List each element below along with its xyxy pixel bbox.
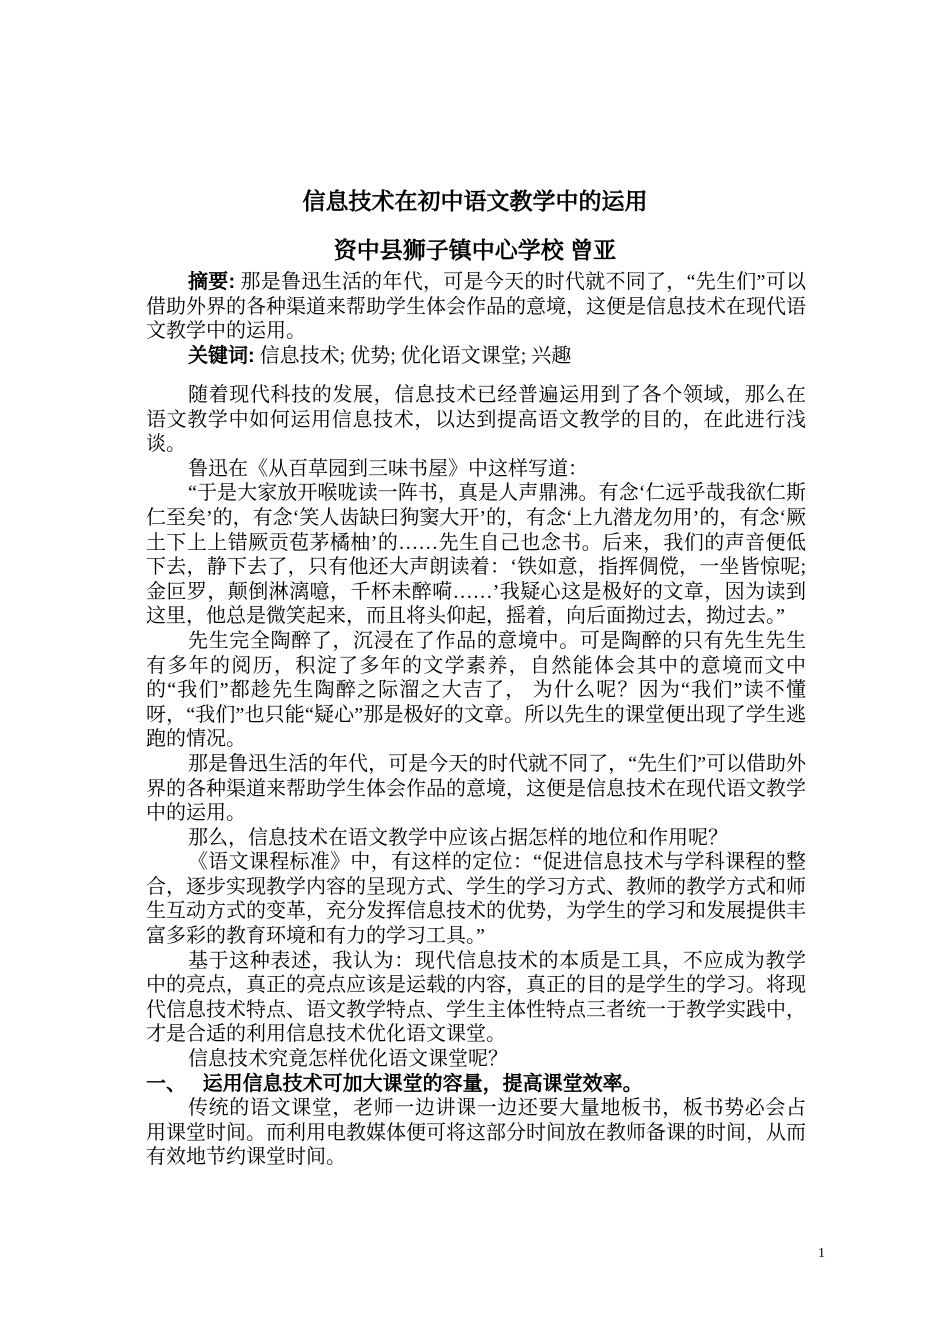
keywords-label: 关键词: bbox=[188, 344, 255, 367]
body-paragraph: 信息技术究竟怎样优化语文课堂呢？ bbox=[188, 1048, 508, 1071]
page-number: 1 bbox=[818, 1246, 825, 1261]
abstract-paragraph bbox=[146, 270, 806, 344]
body-text bbox=[146, 383, 806, 1170]
document-title: 信息技术在初中语文教学中的运用 bbox=[302, 188, 648, 214]
section-heading-text: 运用信息技术可加大课堂的容量，提高课堂效率。 bbox=[202, 1072, 643, 1095]
body-paragraph: 《语文课程标准》中，有这样的定位：“促进信息技术与学科课程的整合，逐步实现教学内容的呈现方式、学生的学习方式、教师的教学方式和师生互动方式的变革，充分发挥信息技术的优势，为学生的学习和发展提供丰富多彩的教育环境和有力的学习工具。” bbox=[146, 851, 806, 948]
body-paragraph: 先生完全陶醉了，沉浸在了作品的意境中。可是陶醉的只有先生先生有多年的阅历，积淀了多年的文学素养，自然能体会其中的意境而文中的“我们”都趁先生陶醉之际溜之大吉了， 为什么呢？因为“我们”读不懂呀，“我们”也只能“疑心”那是极好的文章。所以先生的课堂便出现了学生逃跑的情况。 bbox=[146, 629, 806, 751]
body-paragraph: 随着现代科技的发展，信息技术已经普遍运用到了各个领域，那么在语文教学中如何运用信息技术，以达到提高语文教学的目的，在此进行浅谈。 bbox=[146, 384, 806, 456]
keywords-text: 信息技术; 优势; 优化语文课堂; 兴趣 bbox=[259, 344, 572, 367]
section-number: 一、 bbox=[146, 1072, 186, 1095]
abstract-block bbox=[146, 270, 806, 368]
body-paragraph: 那是鲁迅生活的年代，可是今天的时代就不同了，“先生们”可以借助外界的各种渠道来帮助学生体会作品的意境，这便是信息技术在现代语文教学中的运用。 bbox=[146, 752, 806, 825]
body-paragraph: 基于这种表述，我认为：现代信息技术的本质是工具，不应成为教学中的亮点，真正的亮点应该是运载的内容，真正的目的是学生的学习。将现代信息技术特点、语文教学特点、学生主体性特点三者统一于教学实践中，才是合适的利用信息技术优化语文课堂。 bbox=[146, 949, 806, 1046]
body-paragraph: 传统的语文课堂，老师一边讲课一边还要大量地板书，板书势必会占用课堂时间。而利用电教媒体便可将这部分时间放在教师备课的时间，从而有效地节约课堂时间。 bbox=[146, 1097, 806, 1169]
author-line: 资中县狮子镇中心学校 曾亚 bbox=[333, 237, 617, 263]
quote-paragraph: “于是大家放开喉咙读一阵书，真是人声鼎沸。有念‘仁远乎哉我欲仁斯仁至矣’的，有念‘笑人齿缺曰狗窦大开’的，有念‘上九潜龙勿用’的，有念‘厥土下上上错厥贡苞茅橘柚’的……先生自己也念书。后来，我们的声音便低下去，静下去了，只有他还大声朗读着：‘铁如意，指挥倜傥，一坐皆惊呢;金叵罗，颠倒淋漓噫，千杯未醉嗬……’我疑心这是极好的文章，因为读到这里，他总是微笑起来，而且将头仰起，摇着，向后面拗过去，拗过去。” bbox=[146, 482, 806, 628]
body-paragraph: 鲁迅在《从百草园到三味书屋》中这样写道： bbox=[188, 457, 588, 480]
section-heading bbox=[146, 1072, 806, 1097]
abstract-text: 那是鲁迅生活的年代，可是今天的时代就不同了，“先生们”可以借助外界的各种渠道来帮助学生体会作品的意境，这便是信息技术在现代语文教学中的运用。 bbox=[146, 271, 806, 343]
body-paragraph: 那么，信息技术在语文教学中应该占据怎样的地位和作用呢？ bbox=[188, 826, 728, 849]
keywords-paragraph bbox=[146, 344, 806, 369]
abstract-label: 摘要: bbox=[188, 271, 236, 293]
